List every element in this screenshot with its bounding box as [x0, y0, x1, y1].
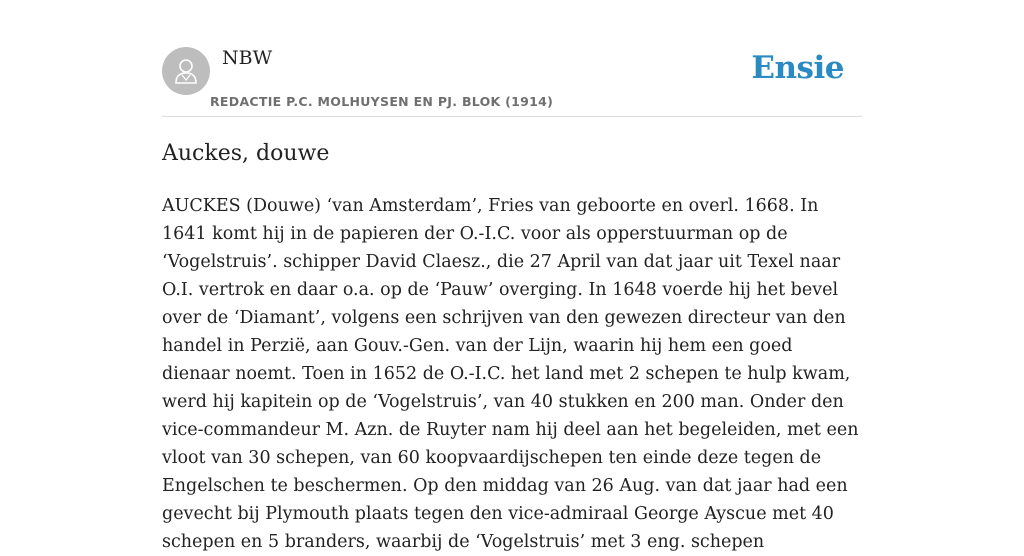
header — [162, 0, 862, 117]
article-title: Auckes, douwe — [162, 141, 330, 166]
ensie-logo[interactable]: Ensie — [751, 50, 844, 86]
page-content — [162, 0, 862, 552]
article-body: AUCKES (Douwe) ‘van Amsterdam’, Fries van geboorte en overl. 1668. In 1641 komt hij in de papieren der O.-I.C. voor als opperstuurman op de ‘Vogelstruis’. schipper David Claesz., die 27 April van dat jaar uit Texel naar O.I. vertrok en daar o.a. op de ‘Pauw’ overging. In 1648 voerde hij het bevel over de ‘Diamant’, volgens een schrijven van den gewezen directeur van den handel in Perzië, aan Gouv.-Gen. van der Lijn, waarin hij hem een goed dienaar noemt. Toen in 1652 de O.-I.C. het land met 2 schepen te hulp kwam, werd hij kapitein op de ‘Vogelstruis’, van 40 stukken en 200 man. Onder den vice-commandeur M. Azn. de Ruyter nam hij deel aan het begeleiden, met een vloot van 30 schepen, van 60 koopvaardijschepen ten einde deze tegen de Engelschen te beschermen. Op den middag van 26 Aug. van dat jaar had een gevecht bij Plymouth plaats tegen den vice-admiraal George Ayscue met 40 schepen en 5 branders, waarbij de ‘Vogelstruis’ met 3 eng. schepen — [162, 196, 859, 552]
source-editor: REDACTIE P.C. MOLHUYSEN EN PJ. BLOK (1914) — [210, 94, 554, 109]
avatar[interactable] — [162, 47, 210, 95]
user-icon — [171, 56, 201, 86]
source-name[interactable]: NBW — [222, 47, 273, 69]
